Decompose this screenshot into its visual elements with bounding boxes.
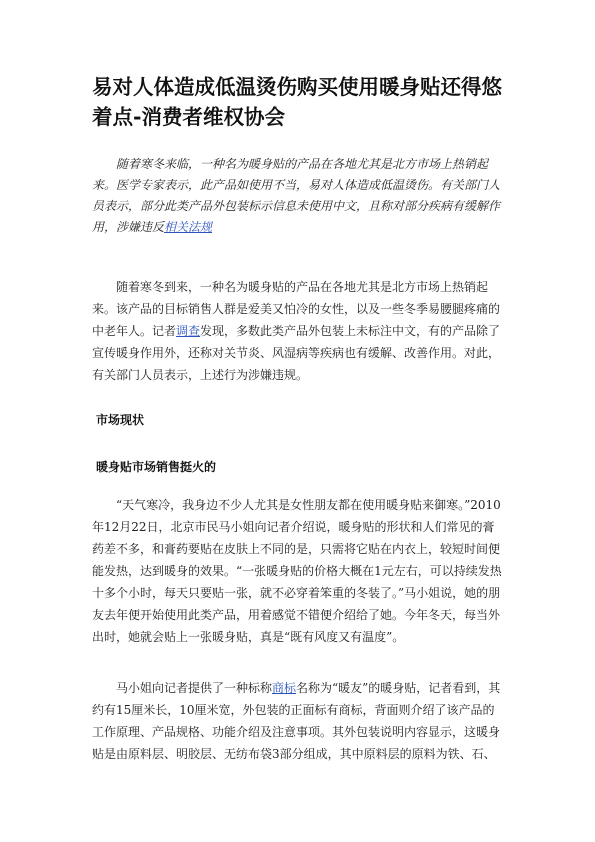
investigation-link[interactable]: 调查 xyxy=(176,324,201,338)
trademark-link[interactable]: 商标 xyxy=(272,681,297,695)
product-text-start: 马小姐向记者提供了一种标称 xyxy=(116,681,273,695)
intro-text-end: 发现，多数此类产品外包装上未标注中文，有的产品除了宣传暖身作用外，还称对关节炎、风湿病等疾病也有缓解、改善作用。对此，有关部门人员表示，上述行为涉嫌违规。 xyxy=(92,324,501,382)
product-text-end: 名称为“暖友”的暖身贴，记者看到，其约有15厘米长，10厘米宽，外包装的正面标有商标，背面则介绍了该产品的工作原理、产品规格、功能介绍及注意事项。其外包装说明内容显示，这暖身贴是由原料层、明胶层、无纺布袋3部分组成，其中原料层的原料为铁、石、 xyxy=(92,681,501,761)
body-paragraph-ma: “天气寒冷，我身边不少人尤其是女性朋友都在使用暖身贴来御寒。”2010年12月22日，北京市民马小姐向记者介绍说，暖身贴的形状和人们常见的膏药差不多，和膏药要贴在皮肤上不同的是，只需将它贴在内衣上，较短时间便能发热，达到暖身的效果。“一张暖身贴的价格大概在1元左右，可以持续发热十多个小时，每天只要贴一张，就不必穿着笨重的冬装了。”马小姐说，她的朋友去年便开始使用此类产品，用着感觉不错便介绍给了她。今年冬天，每当外出时，她就会贴上一张暖身贴，真是“既有风度又有温度”。 xyxy=(92,498,502,644)
body-paragraph-product xyxy=(92,677,502,765)
related-regulations-link[interactable]: 相关法规 xyxy=(164,220,213,234)
intro-paragraph xyxy=(92,276,502,386)
subheading-sales: 暖身贴市场销售挺火的 xyxy=(96,460,217,474)
article-summary xyxy=(92,154,502,238)
article-title: 易对人体造成低温烫伤购买使用暖身贴还得悠着点-消费者维权协会 xyxy=(92,75,502,129)
intro-text-start: 随着寒冬到来，一种名为暖身贴的产品在各地尤其是北方市场上热销起来。该产品的目标销售人群是爱美又怕冷的女性，以及一些冬季易腰腿疼痛的中老年人。记者 xyxy=(92,280,501,338)
section-heading-market: 市场现状 xyxy=(96,413,145,427)
summary-text: 随着寒冬来临，一种名为暖身贴的产品在各地尤其是北方市场上热销起来。医学专家表示，此产品如使用不当，易对人体造成低温烫伤。有关部门人员表示，部分此类产品外包装标示信息未使用中文，且称对部分疾病有缓解作用，涉嫌违反 xyxy=(92,157,501,234)
